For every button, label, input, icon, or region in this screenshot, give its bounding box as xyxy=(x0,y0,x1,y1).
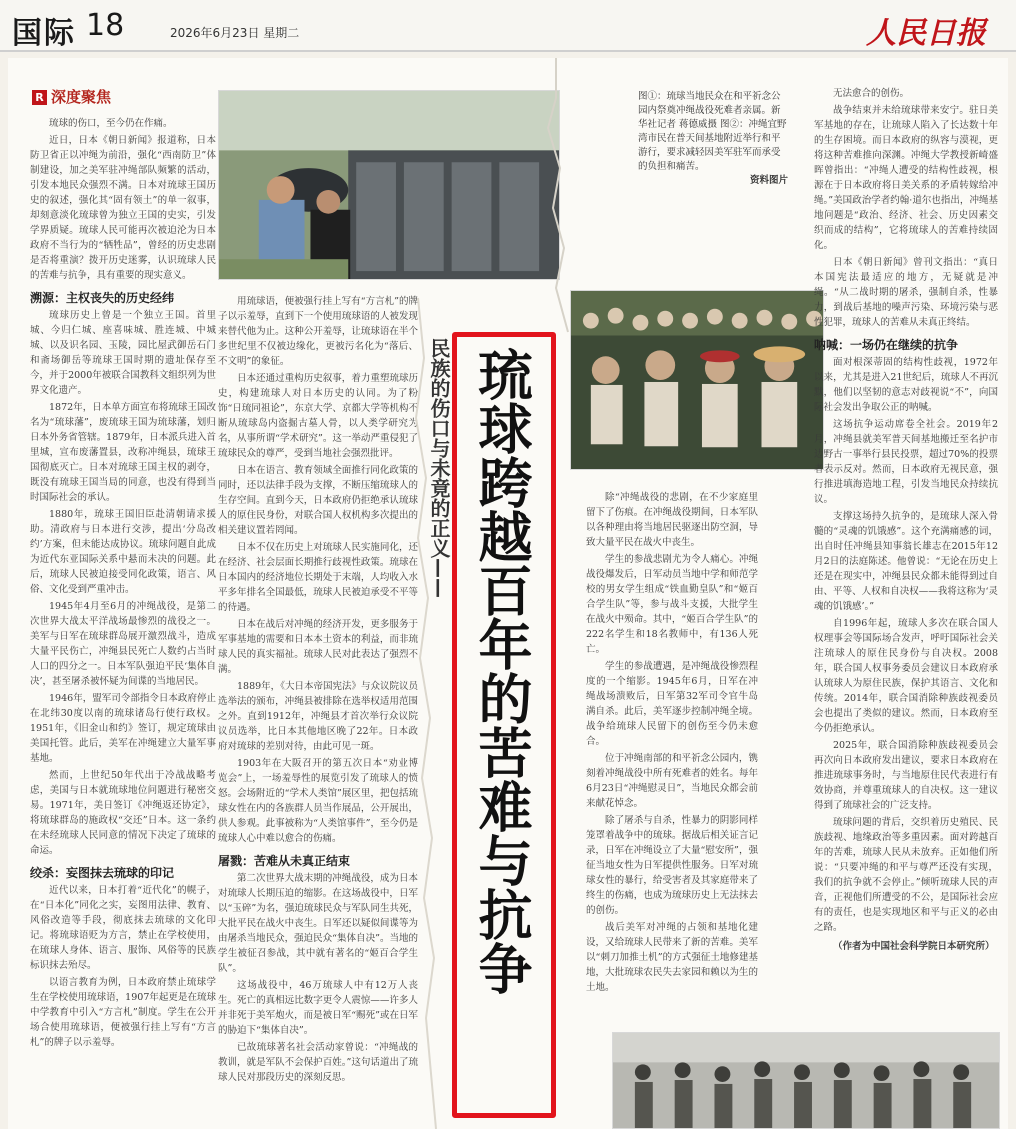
photo-crowd xyxy=(570,290,824,470)
headline: 琉球跨越百年的苦难与抗争 xyxy=(470,347,533,995)
paragraph: 位于冲绳南部的和平祈念公园内，镌刻着冲绳战役中所有死难者的姓名。每年6月23日“冲绳慰灵日”，当地民众都会前来献花悼念。 xyxy=(586,753,758,809)
paragraph: 这场抗争运动席卷全社会。2019年2月，冲绳县就美军普天间基地搬迁至名护市边野古一事举行县民投票，超过70%的投票者表示反对。然而，日本政府无视民意，强行推进填海造地工程，引发当地民众持续抗议。 xyxy=(814,419,998,505)
page-number: 18 xyxy=(86,8,125,43)
photo-historic xyxy=(612,1032,1000,1129)
subheading: 屠戮：苦难从未真正结束 xyxy=(218,854,351,868)
paragraph: 已故琉球著名社会活动家曾说：“冲绳战的教训，就是军队不会保护百姓。”这句话道出了琉球人民对那段历史的深刻反思。 xyxy=(218,1042,418,1083)
subheading: 绞杀：妄图抹去琉球的印记 xyxy=(30,866,175,880)
paragraph: 这场战役中，46万琉球人中有12万人丧生。死亡的真相远比数字更令人震惊——许多人并非死于美军炮火，而是被日军“赐死”或在日军的胁迫下“集体自决”。 xyxy=(218,980,418,1036)
paragraph: 学生的参战悲剧尤为令人痛心。冲绳战役爆发后，日军动员当地中学和师范学校的男女学生组成“铁血勤皇队”和“姬百合学生队”等，参与战斗支援，大批学生在战火中殒命。其中，“姬百合学生队”的222名学生和18名教师中，有136人死亡。 xyxy=(586,554,758,655)
paragraph: 1889年，《大日本帝国宪法》与众议院议员选举法的颁布，冲绳县被排除在选举权适用范围之外。直到1912年，冲绳县才首次举行众议院议员选举，比日本其他地区晚了22年。日本政府对琉球的差别对待，由此可见一斑。 xyxy=(218,681,418,752)
paragraph: 自1996年起，琉球人多次在联合国人权理事会等国际场合发声，呼吁国际社会关注琉球人的原住民身份与自决权。2008年，联合国人权事务委员会建议日本政府承认琉球人为原住民族，保护其语言、文化和传统。2014年，联合国消除种族歧视委员会也提出了类似的建议。然而，日本政府至今仍拒绝承认。 xyxy=(814,618,998,734)
paragraph: 无法愈合的创伤。 xyxy=(833,88,910,99)
photo-memorial xyxy=(218,90,560,280)
paragraph: 日本在语言、教育领域全面推行同化政策的同时，还以法律手段为支撑，不断压缩琉球人的生存空间。直到今天，日本政府仍拒绝承认琉球人的原住民身份，对联合国人权机构多次提出的相关建议置若罔闻。 xyxy=(218,465,418,536)
page-section-title: 国际 xyxy=(12,16,76,51)
paragraph: 2025年，联合国消除种族歧视委员会再次向日本政府发出建议，要求日本政府在推进琉球事务时，与当地原住民代表进行有效协商，并尊重琉球人的自决权。这一建议得到了琉球社会的广泛支持。 xyxy=(814,740,998,811)
paragraph: 除了屠杀与自杀，性暴力的阴影同样笼罩着战争中的琉球。据战后相关证言记录，日军在冲绳设立了大量“慰安所”，强征当地女性为日军提供性服务。日军对琉球女性的暴行，给受害者及其家庭带来了终生的伤痛，也成为琉球历史上无法抹去的创伤。 xyxy=(586,815,758,916)
subheading: 呐喊：一场仍在继续的抗争 xyxy=(814,338,959,352)
paragraph: 学生的参战遭遇，是冲绳战役惨烈程度的一个缩影。1945年6月，日军在冲绳战场溃败后，日军第32军司令官牛岛满自杀。此后，美军逐步控制冲绳全境。战争给琉球人民留下的创伤至今仍未愈合。 xyxy=(586,661,758,747)
paragraph: 然而，上世纪50年代出于冷战战略考虑，美国与日本就琉球地位问题进行秘密交易。1971年，美日签订《冲绳返还协定》，将琉球群岛的施政权“交还”日本。这一条约在未经琉球人民同意的情况下决定了琉球的命运。 xyxy=(30,770,216,856)
paragraph: 1880年，琉球王国旧臣赴清朝请求援助。清政府与日本进行交涉，提出‘分岛改约’方案，但未能达成协议。琉球问题自此成为近代东亚国际关系中悬而未决的问题。此后，琉球人民被迫接受同化政策，语言、风俗、文化受到严重冲击。 xyxy=(30,509,216,595)
paragraph: 面对根深蒂固的结构性歧视，1972年以来，尤其是进入21世纪后，琉球人不再沉默，他们以坚韧的意志对歧视说“不”，向国际社会发出争取公正的呐喊。 xyxy=(814,357,998,413)
paragraph: 战后美军对冲绳的占领和基地化建设，又给琉球人民带来了新的苦难。美军以“刺刀加推土机”的方式强征土地修建基地，大批琉球农民失去家园和赖以为生的土地。 xyxy=(586,922,758,993)
author-byline: （作者为中国社会科学院日本研究所） xyxy=(833,941,995,952)
paragraph: 琉球问题的背后，交织着历史殖民、民族歧视、地缘政治等多重因素。面对跨越百年的苦难，琉球人民从未放弃。正如他们所说：“只要冲绳的和平与尊严还没有实现，我们的抗争就不会停止。”倾听琉球人民的声音，正视他们所遭受的不公，是国际社会应有的责任，也是实现地区和平与正义的必由之路。 xyxy=(814,817,998,933)
column-4 xyxy=(814,86,998,1086)
paragraph: 近日，日本《朝日新闻》报道称，日本防卫省正以冲绳为前沿，强化“西南防卫”体制建设，加之美军驻冲绳部队频繁的活动，引发本地民众强烈不满。日本对琉球王国历史的叙述，强化其“固有领土”的单一叙事，却刻意淡化琉球曾为独立王国的史实，引发学界质疑。琉球人民可能再次被迫沦为日本政府不当行为的“牺牲品”，曾经的历史悲剧是否将重演？拨开历史迷雾，认识琉球人民的苦难与抗争，具有重要的现实意义。 xyxy=(30,135,216,281)
column-3 xyxy=(586,490,758,1090)
paragraph: 日本还通过重构历史叙事，着力重塑琉球历史，构建琉球人对日本历史的认同。为了粉饰“日琉同祖论”，东京大学、京都大学等机构不断从琉球岛内盗掘古墓人骨，以人类学研究为名，从事所谓“学术研究”。这一举动严重侵犯了琉球民众的尊严，受到当地社会强烈批评。 xyxy=(218,373,418,459)
paragraph: 1903年在大阪召开的第五次日本“劝业博览会”上，一场羞辱性的展览引发了琉球人的愤怒。会场附近的“学术人类馆”展区里，把包括琉球女性在内的各族群人员当作展品，公开展出，供人参观。此事被称为“人类馆事件”，至今仍是琉球人心中难以愈合的伤痛。 xyxy=(218,758,418,844)
subheadline: 民族的伤口与未竟的正义—— xyxy=(427,338,451,598)
masthead xyxy=(0,0,1016,52)
kicker-badge: R xyxy=(32,90,47,105)
crowd-photo-graphic xyxy=(571,291,823,469)
paragraph: 1946年，盟军司令部指令日本政府停止在北纬30度以南的琉球诸岛行使行政权。1951年，《旧金山和约》签订，规定琉球由美国托管。此后，美军在冲绳建立大量军事基地。 xyxy=(30,693,216,764)
column-1 xyxy=(30,116,216,1116)
article-page xyxy=(8,58,1008,1129)
caption-text: 图①：琉球当地民众在和平祈念公园内祭奠冲绳战役死难者亲属。新华社记者 蒋德威摄 图②：冲绳宜野湾市民在普天间基地附近举行和平游行，要求减轻因美军驻军而承受的负担和痛苦。 xyxy=(638,91,787,172)
paragraph: 以语言教育为例，日本政府禁止琉球学生在学校使用琉球语，1907年起更是在琉球中学教育中引入“方言札”制度。学生在公开场合使用琉球语，便被强行挂上写有“方言札”的牌子以示羞辱。 xyxy=(30,977,216,1048)
photo-caption xyxy=(638,90,788,188)
paragraph: 1872年，日本单方面宣布将琉球王国改名为“琉球藩”，废琉球王国为琉球藩，划归日本外务省管辖。1879年，日本派兵进入首里城，宣布废藩置县，改称冲绳县，琉球王国彻底灭亡。日本对琉球王国主权的剥夺，既没有琉球王国当局的同意，也没有得到当时国际社会的承认。 xyxy=(30,402,216,503)
paragraph: 日本不仅在历史上对琉球人民实施同化，还在经济、社会层面长期推行歧视性政策。琉球在日本国内的经济地位长期处于末端，人均收入水平多年排名全国最低，琉球人民被迫承受不平等的待遇。 xyxy=(218,542,418,613)
headline-highlight-box xyxy=(452,332,556,1118)
newspaper-logo: 人民日报 xyxy=(866,16,986,51)
paragraph: 日本《朝日新闻》曾刊文指出：“真日本国宪法最适应的地方，无疑就是冲绳。“从二战时期的屠杀，强制自杀，性暴力，到战后基地的噪声污染、环境污染与恶性犯罪，琉球人的苦难从未真正终结。 xyxy=(814,257,998,328)
paragraph: 除“冲绳战役的悲剧，在不少家庭里留下了伤痕。在冲绳战役期间，日本军队以各种理由将当地居民驱逐出防空洞，导致大量平民在战火中丧生。 xyxy=(586,492,758,548)
paragraph: 用琉球语，便被强行挂上写有“方言札”的牌子以示羞辱，直到下一个使用琉球语的人被发现来替代他为止。这种公开羞辱，让琉球语在半个多世纪里不仅被边缘化，更被污名化为“落后、不文明”的象征。 xyxy=(218,296,418,367)
paragraph: 琉球的伤口，至今仍在作痛。 xyxy=(49,118,173,129)
issue-date: 2026年6月23日 星期二 xyxy=(170,26,300,40)
caption-source: 资料图片 xyxy=(749,175,788,186)
subheading: 溯源：主权丧失的历史经纬 xyxy=(30,291,175,305)
paragraph: 战争结束并未给琉球带来安宁。驻日美军基地的存在，让琉球人陷入了长达数十年的生存困境。而日本政府的纵容与漠视，更将这种苦难推向深渊。冲绳大学教授新崎盛晖曾指出：“冲绳人遭受的结构性歧视，根源在于日本政府将日美关系的矛盾转嫁给冲绳。”美国政治学者约翰·道尔也指出，冲绳基地问题是“政治、经济、社会、历史因素交织而成的结构”，它将琉球人的苦难持续固化。 xyxy=(814,105,998,251)
paragraph: 支撑这场持久抗争的，是琉球人深入骨髓的“灵魂的饥饿感”。这个充满痛感的词，出自时任冲绳县知事翁长雄志在2015年12月2日的法庭陈述。他曾说：“无论在历史上还是在现实中，冲绳县民众都未能得到过自由、平等、人权和自决权——我将这称为‘灵魂的饥饿感’。” xyxy=(814,511,998,612)
paragraph: 近代以来，日本打着“近代化”的幌子，在“日本化”同化之实，妄图用法律、教育、风俗改造等手段，彻底抹去琉球的文化印记。将琉球语贬为方言，禁止在学校使用，在琉球人身体、语言、服饰、风俗等的民族标识抹去殆尽。 xyxy=(30,885,216,971)
column-2 xyxy=(218,294,418,1124)
paragraph: 琉球历史上曾是一个独立王国。首里城、今归仁城、座喜味城、胜连城、中城城、以及识名园、玉陵，园比屋武御岳石门和斋场御岳等琉球王国时期的遗址保存至今，并于2000年被联合国教科文组织列为世界文化遗产。 xyxy=(30,310,216,396)
kicker-label: 深度聚焦 xyxy=(51,88,112,106)
kicker xyxy=(32,86,111,107)
paragraph: 第二次世界大战末期的冲绳战役，成为日本对琉球人长期压迫的缩影。在这场战役中，日军以“玉碎”为名，强迫琉球民众与军队同生共死，大批平民在战火中丧生。日军还以疑似间谍等为由屠杀当地民众，强迫民众“集体自决”。当地的学生被征召参战，其中就有著名的“姬百合学生队”。 xyxy=(218,873,418,974)
historic-photo-graphic xyxy=(613,1033,999,1128)
paragraph: 1945年4月至6月的冲绳战役，是第二次世界大战太平洋战场最惨烈的战役之一。美军与日军在琉球群岛展开激烈战斗，造成大量平民伤亡，冲绳县民死亡人数约占当时人口的四分之一。日本军队强迫平民‘集体自决’，甚至屠杀被怀疑为间谍的当地居民。 xyxy=(30,601,216,687)
memorial-photo-graphic xyxy=(219,91,559,279)
paragraph: 日本在战后对冲绳的经济开发，更多服务于军事基地的需要和日本本土资本的利益，而非琉球人民的真实福祉。琉球人民对此表达了强烈不满。 xyxy=(218,619,418,675)
